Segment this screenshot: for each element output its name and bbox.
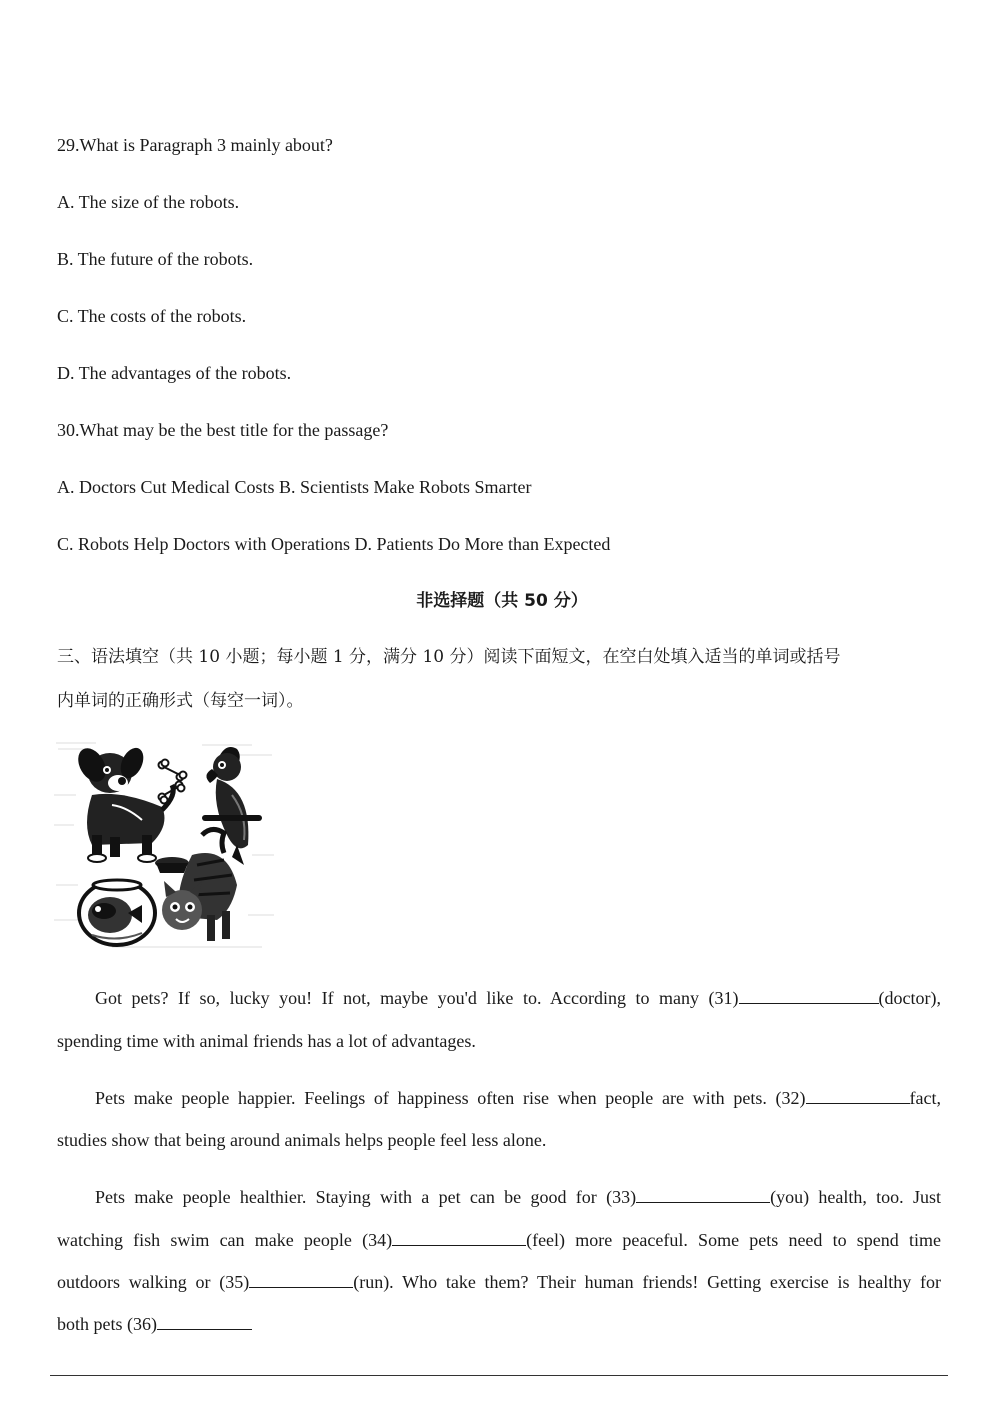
blank-36[interactable]: [157, 1313, 252, 1330]
passage-text: Pets make people happier. Feelings of happiness often rise when people are with pets. (32): [95, 1088, 806, 1108]
passage-text: (run). Who take them? Their human friends! Getting exercise is healthy for: [353, 1272, 941, 1292]
passage-p3-line-4: [57, 1313, 941, 1335]
passage-p3-line-1: [95, 1186, 941, 1208]
passage-text: (feel) more peaceful. Some pets need to spend time: [526, 1230, 941, 1250]
passage-text: (you) health, too. Just: [770, 1187, 941, 1207]
question-29-option-d: D. The advantages of the robots.: [57, 363, 292, 383]
passage-text: outdoors walking or (35): [57, 1272, 250, 1292]
passage-text: watching fish swim can make people (34): [57, 1230, 393, 1250]
question-30-options-ab: A. Doctors Cut Medical Costs B. Scientists Make Robots Smarter: [57, 477, 532, 497]
instructions-line-2: 内单词的正确形式（每空一词）。: [57, 691, 304, 711]
passage-text: Pets make people healthier. Staying with a pet can be good for (33): [95, 1187, 637, 1207]
blank-31[interactable]: [739, 987, 879, 1004]
fishbowl-icon: [79, 880, 155, 945]
blank-34[interactable]: [392, 1229, 526, 1246]
blank-35[interactable]: [249, 1271, 353, 1288]
passage-p1-line-2: spending time with animal friends has a lot of advantages.: [57, 1031, 476, 1051]
passage-p3-line-2: [57, 1229, 941, 1251]
question-29-option-b: B. The future of the robots.: [57, 249, 254, 269]
question-30-stem: 30.What may be the best title for the passage?: [57, 420, 389, 440]
passage-p3-line-3: [57, 1271, 941, 1293]
blank-33[interactable]: [636, 1186, 770, 1203]
question-30-options-cd: C. Robots Help Doctors with Operations D. Patients Do More than Expected: [57, 534, 611, 554]
pets-illustration: [52, 735, 280, 957]
instructions-line-1: 三、语法填空（共 10 小题；每小题 1 分，满分 10 分）阅读下面短文，在空白处填入适当的单词或括号: [57, 647, 841, 667]
passage-p1-line-1: [95, 987, 941, 1009]
passage-p2-line-1: [95, 1087, 941, 1109]
pet-bowl-icon: [155, 857, 189, 873]
passage-p2-line-2: studies show that being around animals helps people feel less alone.: [57, 1130, 547, 1150]
passage-text: both pets (36): [57, 1314, 157, 1334]
passage-text: (doctor),: [878, 988, 941, 1008]
passage-text: fact,: [909, 1088, 941, 1108]
page-bottom-rule: [50, 1375, 948, 1376]
blank-32[interactable]: [806, 1087, 910, 1104]
question-29-option-c: C. The costs of the robots.: [57, 306, 247, 326]
question-29-stem: 29.What is Paragraph 3 mainly about?: [57, 135, 333, 155]
section-title: 非选择题（共 50 分）: [416, 591, 588, 611]
passage-text: Got pets? If so, lucky you! If not, maybe you'd like to. According to many (31): [95, 988, 739, 1008]
question-29-option-a: A. The size of the robots.: [57, 192, 240, 212]
